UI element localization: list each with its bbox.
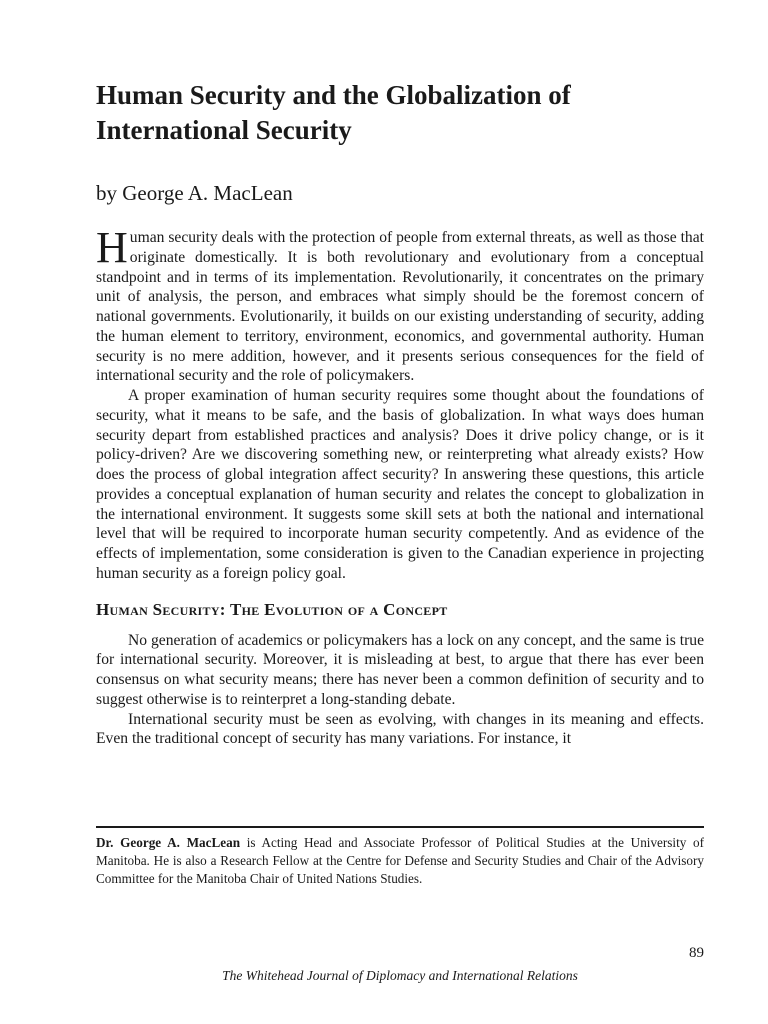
paragraph-2: A proper examination of human security requires some thought about the foundations of security, what it means to be safe, and the basis of globalization. In what ways does human security depart from established practices and analysis? Does it drive policy change, or is it policy-driven? Are we discovering something new, or reinterpreting what already exists? How does the process of global integration affect security? In answering these questions, this article provides a conceptual explanation of human security and relates the concept to globalization in the international environment. It suggests some skill sets at both the national and international level that will be required to incorporate human security competently. And as evidence of the effects of implementation, some consideration is given to the Canadian experience in projecting human security as a foreign policy goal.	[96, 387, 704, 582]
footnote-text: is Acting Head and Associate Professor of Political Studies at the University of Manitoba. He is also a Research Fellow at the Centre for Defense and Security Studies and Chair of the Advisory Committee for the Manitoba Chair of United Nations Studies.	[96, 835, 704, 886]
author-byline: by George A. MacLean	[96, 181, 293, 205]
paragraph-1-text: uman security deals with the protection of people from external threats, as well as those that originate domestically. It is both revolutionary and evolutionary from a conceptual standpoint and in terms of its implementation. Revolutionarily, it concentrates on the primary unit of analysis, the person, and embraces what simply should be the foremost concern of national governments. Evolutionarily, it builds on our existing understanding of security, adding the human element to territory, environment, economics, and governmental authority. Human security is no mere addition, however, and it presents serious consequences for the field of international security and the role of policymakers.	[96, 229, 704, 385]
paragraph-1	[96, 223, 704, 386]
section-heading: Human Security: The Evolution of a Concept	[96, 599, 448, 619]
drop-cap: H	[96, 223, 128, 272]
journal-name: The Whitehead Journal of Diplomacy and International Relations	[222, 968, 578, 983]
page-number: 89	[689, 945, 704, 961]
author-footnote	[96, 834, 704, 888]
article-body	[96, 223, 704, 749]
paragraph-4: International security must be seen as evolving, with changes in its meaning and effects. Even the traditional concept of security has many variations. For instance, it	[96, 710, 704, 748]
footnote-author-name: Dr. George A. MacLean	[96, 835, 241, 850]
footnote-divider	[96, 826, 704, 828]
paragraph-3: No generation of academics or policymakers has a lock on any concept, and the same is true for international security. Moreover, it is misleading at best, to argue that there has ever been consensus on what security means; there has never been a common definition of security and to suggest otherwise is to reinterpret a long-standing debate.	[96, 631, 704, 708]
article-title: Human Security and the Globalization of International Security	[96, 80, 571, 145]
